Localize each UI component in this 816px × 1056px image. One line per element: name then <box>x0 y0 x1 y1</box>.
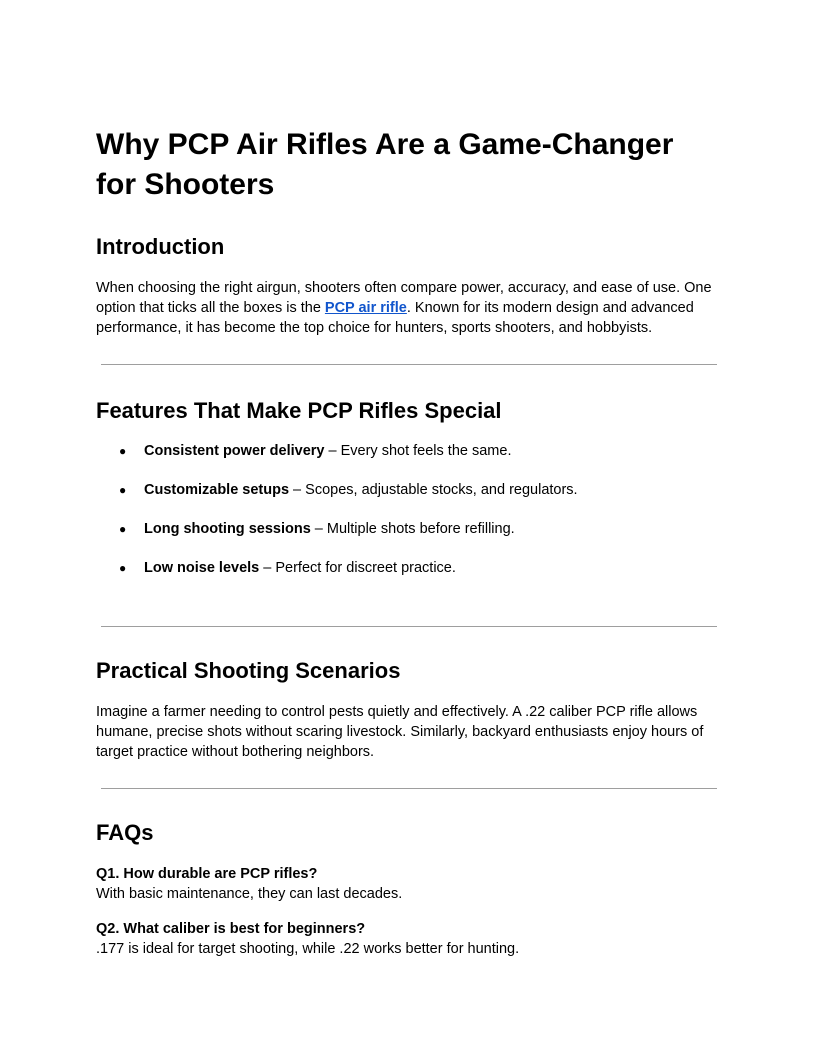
bullet-icon: ● <box>119 561 127 575</box>
feature-title: Consistent power delivery <box>144 443 325 459</box>
faq-item <box>96 864 720 904</box>
feature-description: – Multiple shots before refilling. <box>310 521 515 537</box>
intro-text-before-link: When choosing the right airgun, shooters often compare power, accuracy, and ease of use. One option that ticks all the boxes is the <box>96 280 712 316</box>
intro-paragraph <box>96 278 720 338</box>
feature-title: Low noise levels <box>144 560 260 576</box>
faqs-heading: FAQs <box>96 820 154 845</box>
feature-description: – Every shot feels the same. <box>324 443 512 459</box>
features-heading: Features That Make PCP Rifles Special <box>96 398 502 423</box>
section-divider <box>101 364 717 365</box>
scenarios-heading: Practical Shooting Scenarios <box>96 658 401 683</box>
bullet-icon: ● <box>119 483 127 497</box>
feature-title: Customizable setups <box>144 482 290 498</box>
pcp-air-rifle-link[interactable]: PCP air rifle <box>324 300 407 316</box>
list-item <box>96 555 720 594</box>
scenarios-paragraph: Imagine a farmer needing to control pests quietly and effectively. A .22 caliber PCP rifle allows humane, precise shots without scaring livestock. Similarly, backyard enthusiasts enjoy hours of target practice without bothering neighbors. <box>96 704 704 760</box>
feature-description: – Perfect for discreet practice. <box>259 560 456 576</box>
list-item <box>96 516 720 555</box>
section-divider <box>101 626 717 627</box>
bullet-icon: ● <box>119 522 127 536</box>
intro-text-after-link: . Known for its modern design and advanced performance, it has become the top choice for hunters, sports shooters, and hobbyists. <box>96 300 694 336</box>
feature-description: – Scopes, adjustable stocks, and regulators. <box>289 482 578 498</box>
faq-answer: .177 is ideal for target shooting, while .22 works better for hunting. <box>96 941 520 957</box>
intro-heading: Introduction <box>96 234 225 259</box>
feature-title: Long shooting sessions <box>144 521 311 537</box>
faq-answer: With basic maintenance, they can last decades. <box>96 886 403 902</box>
document-title: Why PCP Air Rifles Are a Game-Changer for Shooters <box>96 128 674 201</box>
faq-item <box>96 919 720 959</box>
faq-question: Q1. How durable are PCP rifles? <box>96 866 318 882</box>
bullet-icon: ● <box>119 444 127 458</box>
features-list <box>96 438 720 594</box>
list-item <box>96 477 720 516</box>
list-item <box>96 438 720 477</box>
section-divider <box>101 788 717 789</box>
faq-question: Q2. What caliber is best for beginners? <box>96 921 366 937</box>
